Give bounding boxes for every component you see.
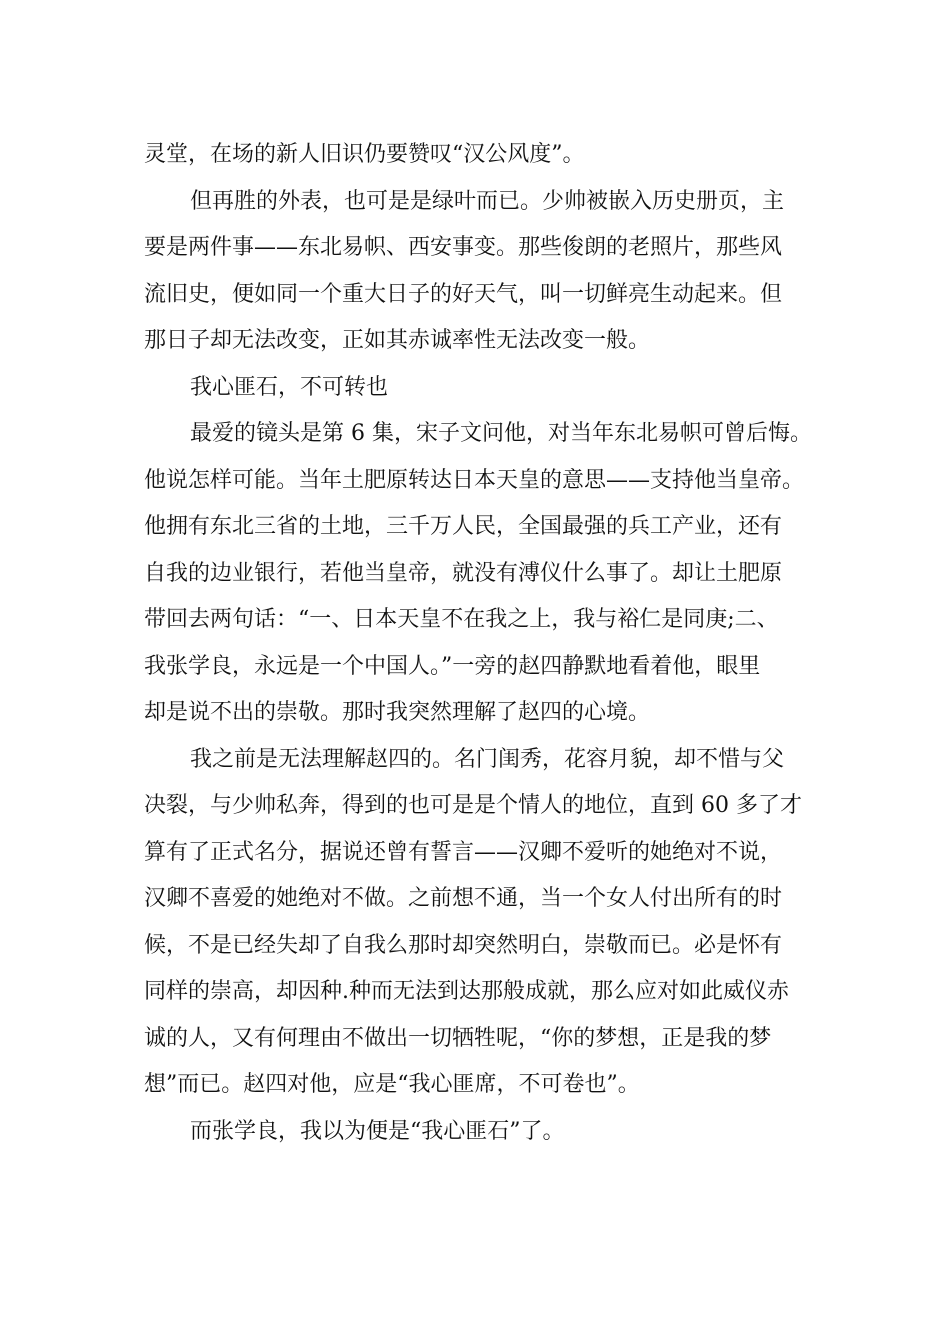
text-line: 要是两件事——东北易帜、西安事变。那些俊朗的老照片，那些风 <box>144 235 783 260</box>
paragraph-start-line: 最爱的镜头是第 6 集，宋子文问他，对当年东北易帜可曾后悔。 <box>190 421 812 446</box>
text-line: 带回去两句话：“一、日本天皇不在我之上，我与裕仁是同庚;二、 <box>144 607 779 632</box>
paragraph-start-line: 而张学良，我以为便是“我心匪石”了。 <box>190 1118 565 1144</box>
text-line: 诚的人，又有何理由不做出一切牺牲呢，“你的梦想，正是我的梦 <box>144 1025 772 1051</box>
text-line: 我张学良，永远是一个中国人。”一旁的赵四静默地看着他，眼里 <box>144 653 761 679</box>
text-line: 想”而已。赵四对他，应是“我心匪席，不可卷也”。 <box>144 1072 640 1097</box>
text-line: 却是说不出的崇敬。那时我突然理解了赵四的心境。 <box>144 700 651 725</box>
text-line: 候，不是已经失却了自我么那时却突然明白，崇敬而已。必是怀有 <box>144 932 783 958</box>
text-line: 决裂，与少帅私奔，得到的也可是是个情人的地位，直到 60 多了才 <box>144 793 802 818</box>
text-line: 那日子却无法改变，正如其赤诚率性无法改变一般。 <box>144 328 651 353</box>
text-line: 自我的边业银行，若他当皇帝，就没有溥仪什么事了。却让土肥原 <box>144 560 783 586</box>
body-text <box>144 132 824 1155</box>
text-line: 流旧史，便如同一个重大日子的好天气，叫一切鲜亮生动起来。但 <box>144 281 783 307</box>
text-line: 同样的崇高，却因种.种而无法到达那般成就，那么应对如此威仪赤 <box>144 979 789 1004</box>
text-line: 灵堂，在场的新人旧识仍要赞叹“汉公风度”。 <box>144 142 585 167</box>
text-line: 算有了正式名分，据说还曾有誓言——汉卿不爱听的她绝对不说， <box>144 839 783 865</box>
paragraph-start-line: 我之前是无法理解赵四的。名门闺秀，花容月貌，却不惜与父 <box>190 746 785 772</box>
text-line: 他说怎样可能。当年土肥原转达日本天皇的意思——支持他当皇帝。 <box>144 467 805 493</box>
text-line: 汉卿不喜爱的她绝对不做。之前想不通，当一个女人付出所有的时 <box>144 886 783 911</box>
text-line: 他拥有东北三省的土地，三千万人民，全国最强的兵工产业，还有 <box>144 514 783 539</box>
section-heading: 我心匪石，不可转也 <box>190 374 389 400</box>
paragraph-start-line: 但再胜的外表，也可是是绿叶而已。少帅被嵌入历史册页，主 <box>190 188 785 214</box>
